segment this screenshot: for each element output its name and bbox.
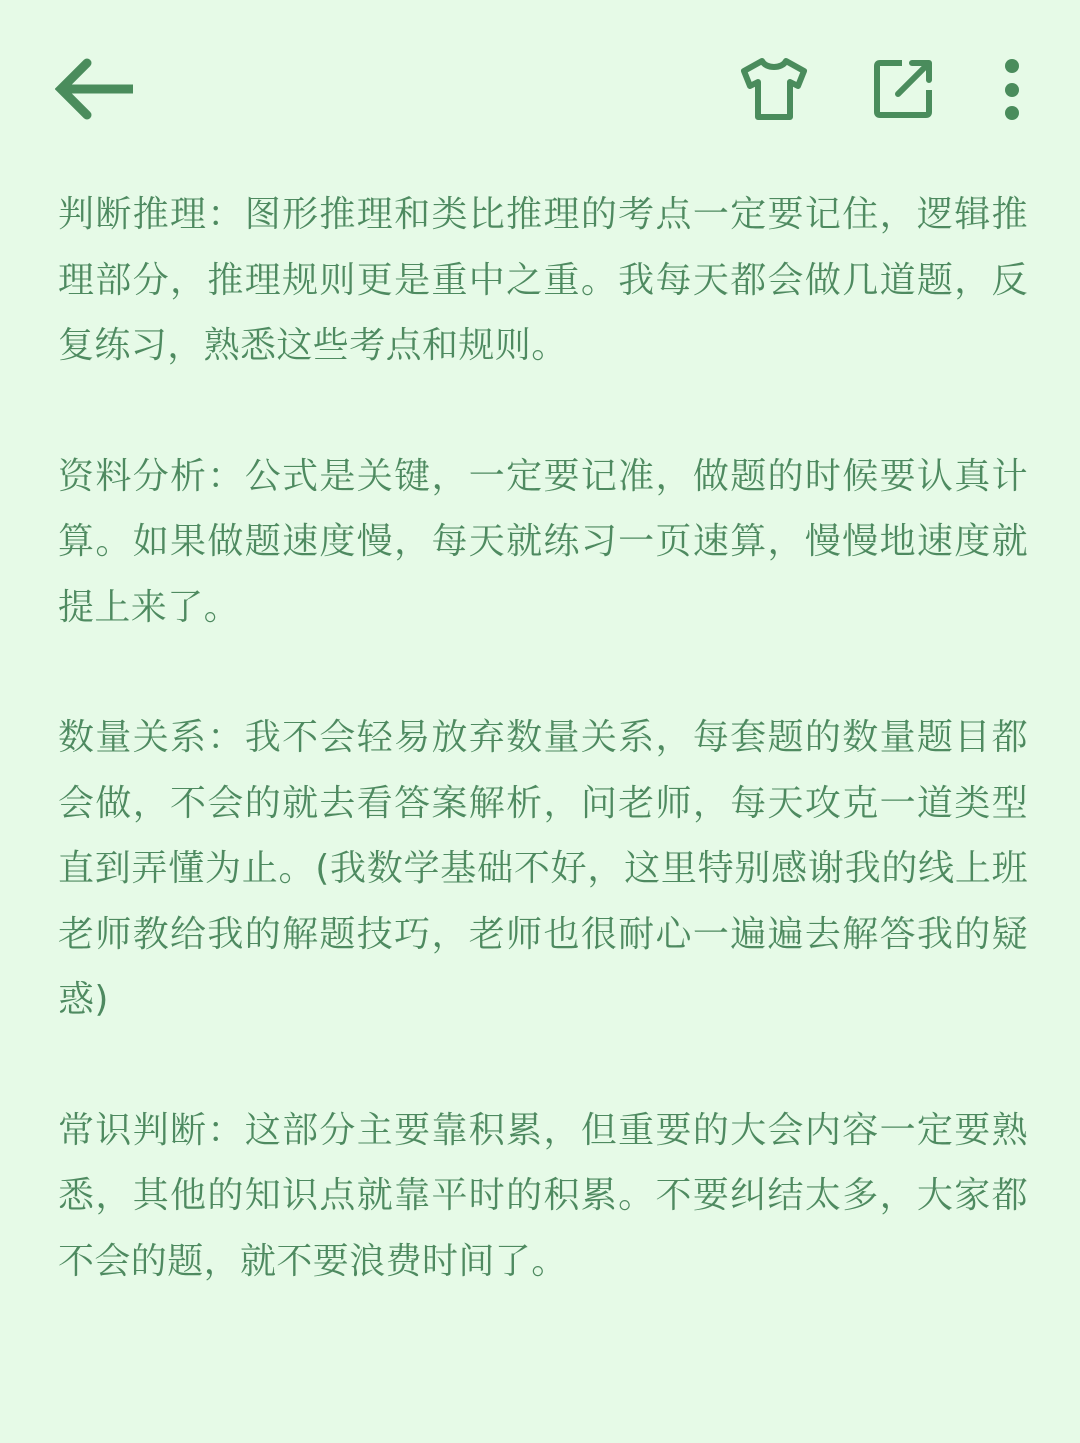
article-body (58, 182, 1028, 1359)
t-shirt-icon[interactable] (738, 56, 810, 122)
paragraph-quantitative-relations: 数量关系：我不会轻易放弃数量关系，每套题的数量题目都会做，不会的就去看答案解析，问老师，每天攻克一道类型直到弄懂为止。(我数学基础不好，这里特别感谢我的线上班老师教给我的解题技巧，老师也很耐心一遍遍去解答我的疑惑) (58, 717, 1028, 1020)
paragraph-common-sense: 常识判断：这部分主要靠积累，但重要的大会内容一定要熟悉，其他的知识点就靠平时的积累。不要纠结太多，大家都不会的题，就不要浪费时间了。 (58, 1109, 1028, 1282)
more-vertical-icon[interactable] (996, 56, 1028, 122)
arrow-left-icon[interactable] (55, 55, 137, 123)
paragraph-data-analysis: 资料分析：公式是关键，一定要记准，做题的时候要认真计算。如果做题速度慢，每天就练习一页速算，慢慢地速度就提上来了。 (58, 455, 1028, 628)
external-share-icon[interactable] (870, 56, 936, 122)
paragraph-judgment-reasoning: 判断推理：图形推理和类比推理的考点一定要记住，逻辑推理部分，推理规则更是重中之重。我每天都会做几道题，反复练习，熟悉这些考点和规则。 (58, 194, 1028, 366)
top-toolbar (0, 0, 1080, 180)
